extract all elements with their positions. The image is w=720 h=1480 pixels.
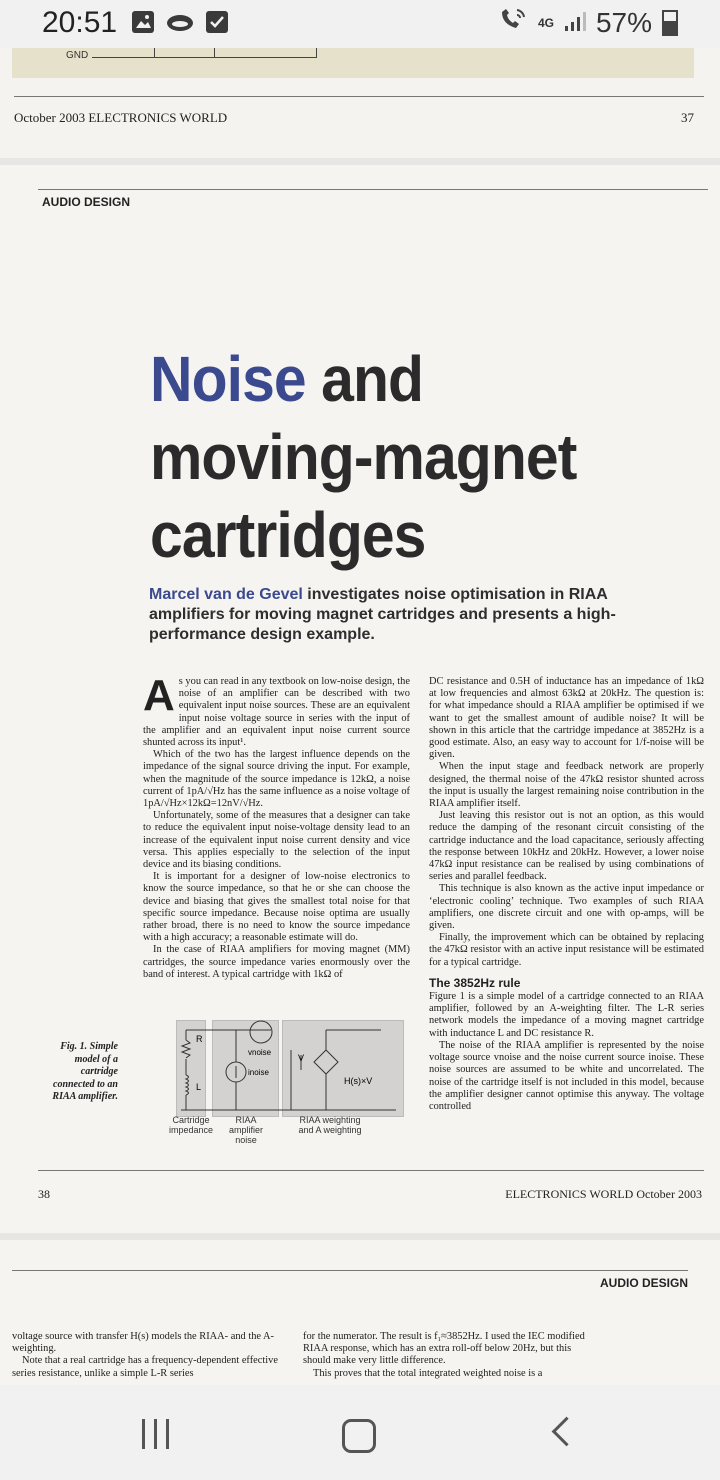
paragraph: for the numerator. The result is f₁≈3852Hz. I used the IEC modified RIAA response, which has an extra roll-off below 20Hz, but this should make very little difference. [303, 1331, 585, 1367]
column-2 [429, 676, 704, 1113]
checkbox-icon [206, 11, 228, 33]
vnoise-label: vnoise [248, 1048, 272, 1057]
paragraph: When the input stage and feedback network are properly designed, the thermal noise of the 47kΩ resistor shunted across the input is usually the largest remaining noise contribution in the RIAA amplifier itself. [429, 761, 704, 810]
page-gap [0, 158, 720, 165]
resistor-label: R [196, 1034, 203, 1044]
status-right [498, 6, 678, 39]
wifi-call-icon [498, 6, 528, 39]
paragraph: Unfortunately, some of the measures that a designer can take to reduce the equivalent input noise-voltage density lead to an increase of the equivalent input noise current density and vice versa. This applies especially to the selection of the input device and its biasing conditions. [143, 810, 410, 871]
column-1 [143, 671, 410, 981]
schematic-lines [176, 1020, 406, 1115]
figure-caption: Fig. 1. Simple model of a cartridge connected to an RIAA amplifier. [52, 1041, 118, 1102]
paragraph: In the case of RIAA amplifiers for moving magnet (MM) cartridges, the source impedance varies enormously over the band of interest. A typical cartridge with 1kΩ of [143, 944, 410, 980]
title-line3: cartridges [150, 499, 426, 571]
inductor-label: L [196, 1082, 202, 1092]
title-highlight: Noise [150, 343, 306, 415]
figure-1-schematic [176, 1020, 406, 1115]
page-number: 37 [681, 110, 694, 125]
label-weighting: RIAA weighting and A weighting [298, 1115, 362, 1135]
article-title [150, 340, 576, 574]
header-rule [12, 1270, 688, 1271]
figure-fragment [12, 48, 694, 78]
status-bar [0, 0, 720, 48]
battery-icon [662, 10, 678, 36]
notification-icons [132, 11, 228, 38]
paragraph: Which of the two has the largest influence depends on the impedance of the signal source driving the input. For example, when the magnitude of the source impedance is 12kΩ, a noise current of 1pA/√Hz has the same influence as a noise voltage of 1pA/√Hz×12kΩ=12nV/√Hz. [143, 749, 410, 810]
drop-cap: A [143, 671, 175, 720]
page-38 [0, 165, 720, 1233]
paragraph: Just leaving this resistor out is not an option, as this would reduce the damping of the resonant circuit consisting of the cartridge inductance and the load capacitance, seriously affecting the response between 10kHz and 20kHz. However, a lower noise 47kΩ input resistance can be realised by using combinations of series and parallel feedback. [429, 810, 704, 883]
paragraph: Figure 1 is a simple model of a cartridge connected to an RIAA amplifier, followed by an A-weighting filter. The L-R series network models the impedance of a moving magnet cartridge with inductance L and DC resistance R. [429, 991, 704, 1039]
home-icon[interactable] [342, 1419, 376, 1453]
page-39-fragment [0, 1240, 720, 1385]
page-footer: ELECTRONICS WORLD October 2003 [505, 1187, 702, 1201]
paragraph: voltage source with transfer H(s) models the RIAA- and the A-weighting. [12, 1331, 275, 1355]
article-standfirst [149, 585, 659, 645]
battery-percent: 57% [595, 6, 652, 38]
paragraph: This proves that the total integrated weighted noise is a [313, 1367, 543, 1379]
back-icon[interactable] [552, 1417, 582, 1447]
image-icon [132, 11, 154, 33]
page-37-fragment [0, 48, 720, 158]
footer-rule [38, 1170, 704, 1171]
v-label: V [298, 1053, 305, 1063]
title-line2: moving-magnet [150, 421, 577, 493]
title-line1-rest: and [305, 343, 424, 415]
network-type: 4G [537, 15, 554, 30]
column-1 [12, 1331, 282, 1380]
paragraph: This technique is also known as the active input impedance or ‘electronic cooling’ technique. Two examples of such RIAA amplifiers, one discrete circuit and one with op-amps, will be given. [429, 883, 704, 932]
page-gap [0, 1233, 720, 1240]
standfirst-text: investigates noise optimisation in RIAA amplifiers for moving magnet cartridges and presents a high-performance design example. [149, 586, 616, 643]
subheading: The 3852Hz rule [429, 975, 521, 990]
paragraph: The noise of the RIAA amplifier is represented by the noise voltage source vnoise and the noise current source inoise. These noise sources are assumed to be white and uncorrelated. The noise of the cartridge itself is not included in this model, because the amplifier designer cannot optimise this anyway. The voltage controlled [429, 1039, 704, 1112]
inoise-label: inoise [248, 1068, 269, 1077]
section-label: AUDIO DESIGN [42, 195, 131, 209]
page-header: October 2003 ELECTRONICS WORLD [14, 110, 228, 125]
paragraph: It is important for a designer of low-noise electronics to know the source impedance, so that he or she can choose the device and biasing that gives the smallest total noise for that specific source impedance. Because noise optima are usually rather broad, there is no need to know the source impedance with a high accuracy; a reasonable estimate will do. [143, 871, 410, 944]
gnd-label: GND [66, 50, 89, 61]
signal-icon [564, 7, 586, 39]
page-number: 38 [38, 1187, 50, 1201]
navigation-bar [0, 1385, 720, 1480]
cloud-icon [166, 11, 194, 38]
divider [14, 96, 704, 97]
label-cartridge: Cartridge impedance [168, 1115, 214, 1135]
paragraph: s you can read in any textbook on low-noise design, the noise of an amplifier can be described with two equivalent input noise sources. These are an equivalent input noise voltage source in series with the input of the amplifier and an equivalent input noise current source shunted across its input¹. [143, 676, 410, 749]
recents-icon[interactable] [142, 1419, 169, 1449]
paragraph: DC resistance and 0.5H of inductance has an impedance of 1kΩ at low frequencies and almost 63kΩ at 20kHz. The question is: for what impedance should a RIAA amplifier be optimised if we want to get the smallest amount of audible noise? It will be shown in this article that the cartridge impedance at 3852Hz is a good estimate. Also, an easy way to account for 1/f-noise will be given. [429, 676, 704, 761]
paragraph: Finally, the improvement which can be obtained by replacing the 47kΩ resistor with an active input resistance will be estimated for a typical cartridge. [429, 932, 704, 968]
label-riaa-noise: RIAA amplifier noise [228, 1115, 263, 1145]
gnd-wire [92, 57, 317, 58]
author-name: Marcel van de Gevel [149, 586, 303, 603]
column-2 [303, 1331, 588, 1380]
paragraph: Note that a real cartridge has a frequency-dependent effective series resistance, unlike a simple L-R series [12, 1355, 278, 1379]
section-label: AUDIO DESIGN [599, 1276, 688, 1290]
transfer-label: H(s)×V [344, 1076, 373, 1086]
header-rule [38, 189, 708, 190]
status-time: 20:51 [42, 6, 118, 39]
